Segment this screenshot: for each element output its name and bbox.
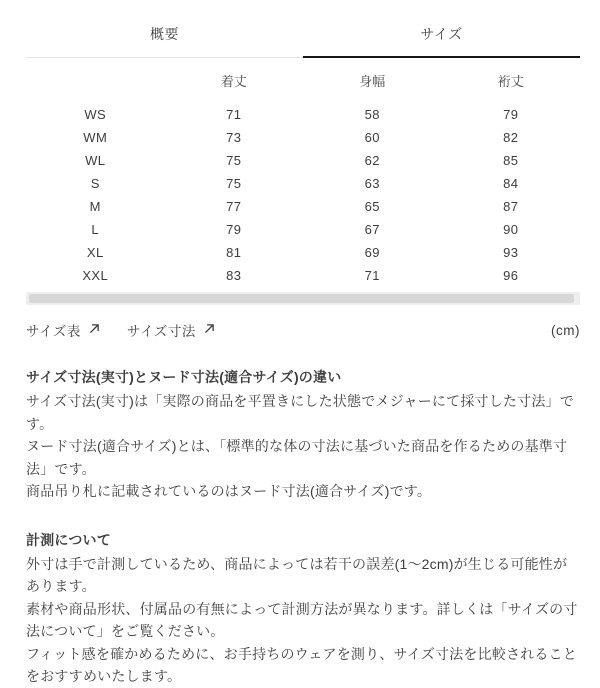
table-row [26,241,580,264]
size-cell: 79 [226,222,242,237]
size-cell: 73 [226,130,242,145]
size-cell: 75 [226,176,242,191]
tab-size[interactable]: サイズ [303,24,580,58]
size-cell: 71 [226,107,242,122]
section-paragraph: ヌード寸法(適合サイズ)とは、「標準的な体の寸法に基づいた商品を作るための基準寸法」です。 [26,438,568,477]
size-cell: 85 [503,153,519,168]
size-cell: 83 [226,268,242,283]
size-table [26,65,580,287]
unit-label: (cm) [551,322,580,338]
size-cell: 87 [503,199,519,214]
size-row-label: WM [83,130,108,145]
size-links-row [26,320,580,340]
size-row-label: M [89,199,101,214]
size-table-corner-cell [26,65,165,103]
tab-bar [26,0,580,58]
tab-overview[interactable]: 概要 [26,24,303,58]
size-cell: 63 [364,176,380,191]
section-heading: 計測について [26,531,111,548]
table-row [26,126,580,149]
info-section [26,529,580,688]
size-cell: 82 [503,130,519,145]
table-row [26,264,580,287]
size-row-label: XL [86,245,104,260]
table-row [26,218,580,241]
table-row [26,149,580,172]
size-table-body [26,103,580,287]
size-cell: 65 [364,199,380,214]
external-link-arrow-icon [203,322,216,338]
size-chart-link[interactable] [26,320,101,340]
section-paragraph: フィット感を確かめるために、お手持ちのウェアを測り、サイズ寸法を比較されることをおすすめいたします。 [26,645,577,684]
section-paragraph: サイズ寸法(実寸)は「実際の商品を平置きにした状態でメジャーにて採寸した寸法」です。 [26,393,574,432]
size-cell: 93 [503,245,519,260]
scrollbar-thumb[interactable] [29,294,574,303]
size-row-label: WL [85,153,106,168]
size-dimensions-link-label: サイズ寸法 [126,324,196,339]
size-cell: 67 [364,222,380,237]
size-row-label: XXL [82,268,109,283]
section-paragraph: 外寸は手で計測しているため、商品によっては若干の誤差(1～2cm)が生じる可能性があります。 [26,555,568,594]
size-row-label: WS [84,107,107,122]
size-cell: 90 [503,222,519,237]
column-header-width: 身幅 [359,74,386,89]
table-row [26,172,580,195]
info-sections [26,366,580,688]
section-paragraph: 素材や商品形状、付属品の有無によって計測方法が異なります。詳しくは「サイズの寸法について」をご覧ください。 [26,600,578,639]
size-cell: 62 [364,153,380,168]
section-paragraphs [26,390,580,503]
column-header-length: 着丈 [220,74,247,89]
section-paragraphs [26,553,580,688]
table-row [26,103,580,126]
size-cell: 60 [364,130,380,145]
section-heading: サイズ寸法(実寸)とヌード寸法(適合サイズ)の違い [26,369,342,385]
size-table-header-row [26,65,580,103]
external-link-arrow-icon [88,322,101,338]
size-cell: 58 [364,107,380,122]
size-dimensions-link[interactable] [127,320,216,340]
size-cell: 96 [503,268,519,283]
size-cell: 77 [226,199,242,214]
horizontal-scrollbar [26,292,580,305]
size-cell: 69 [364,245,380,260]
size-chart-link-label: サイズ表 [26,324,81,339]
size-cell: 81 [226,245,242,260]
column-header-sleeve: 裄丈 [497,74,524,89]
size-cell: 71 [364,268,380,283]
size-cell: 84 [503,176,519,191]
section-paragraph: 商品吊り札に記載されているのはヌード寸法(適合サイズ)です。 [26,483,432,499]
info-section [26,366,580,503]
size-row-label: S [90,176,100,191]
table-row [26,195,580,218]
size-cell: 79 [503,107,519,122]
size-row-label: L [91,222,100,237]
size-cell: 75 [226,153,242,168]
